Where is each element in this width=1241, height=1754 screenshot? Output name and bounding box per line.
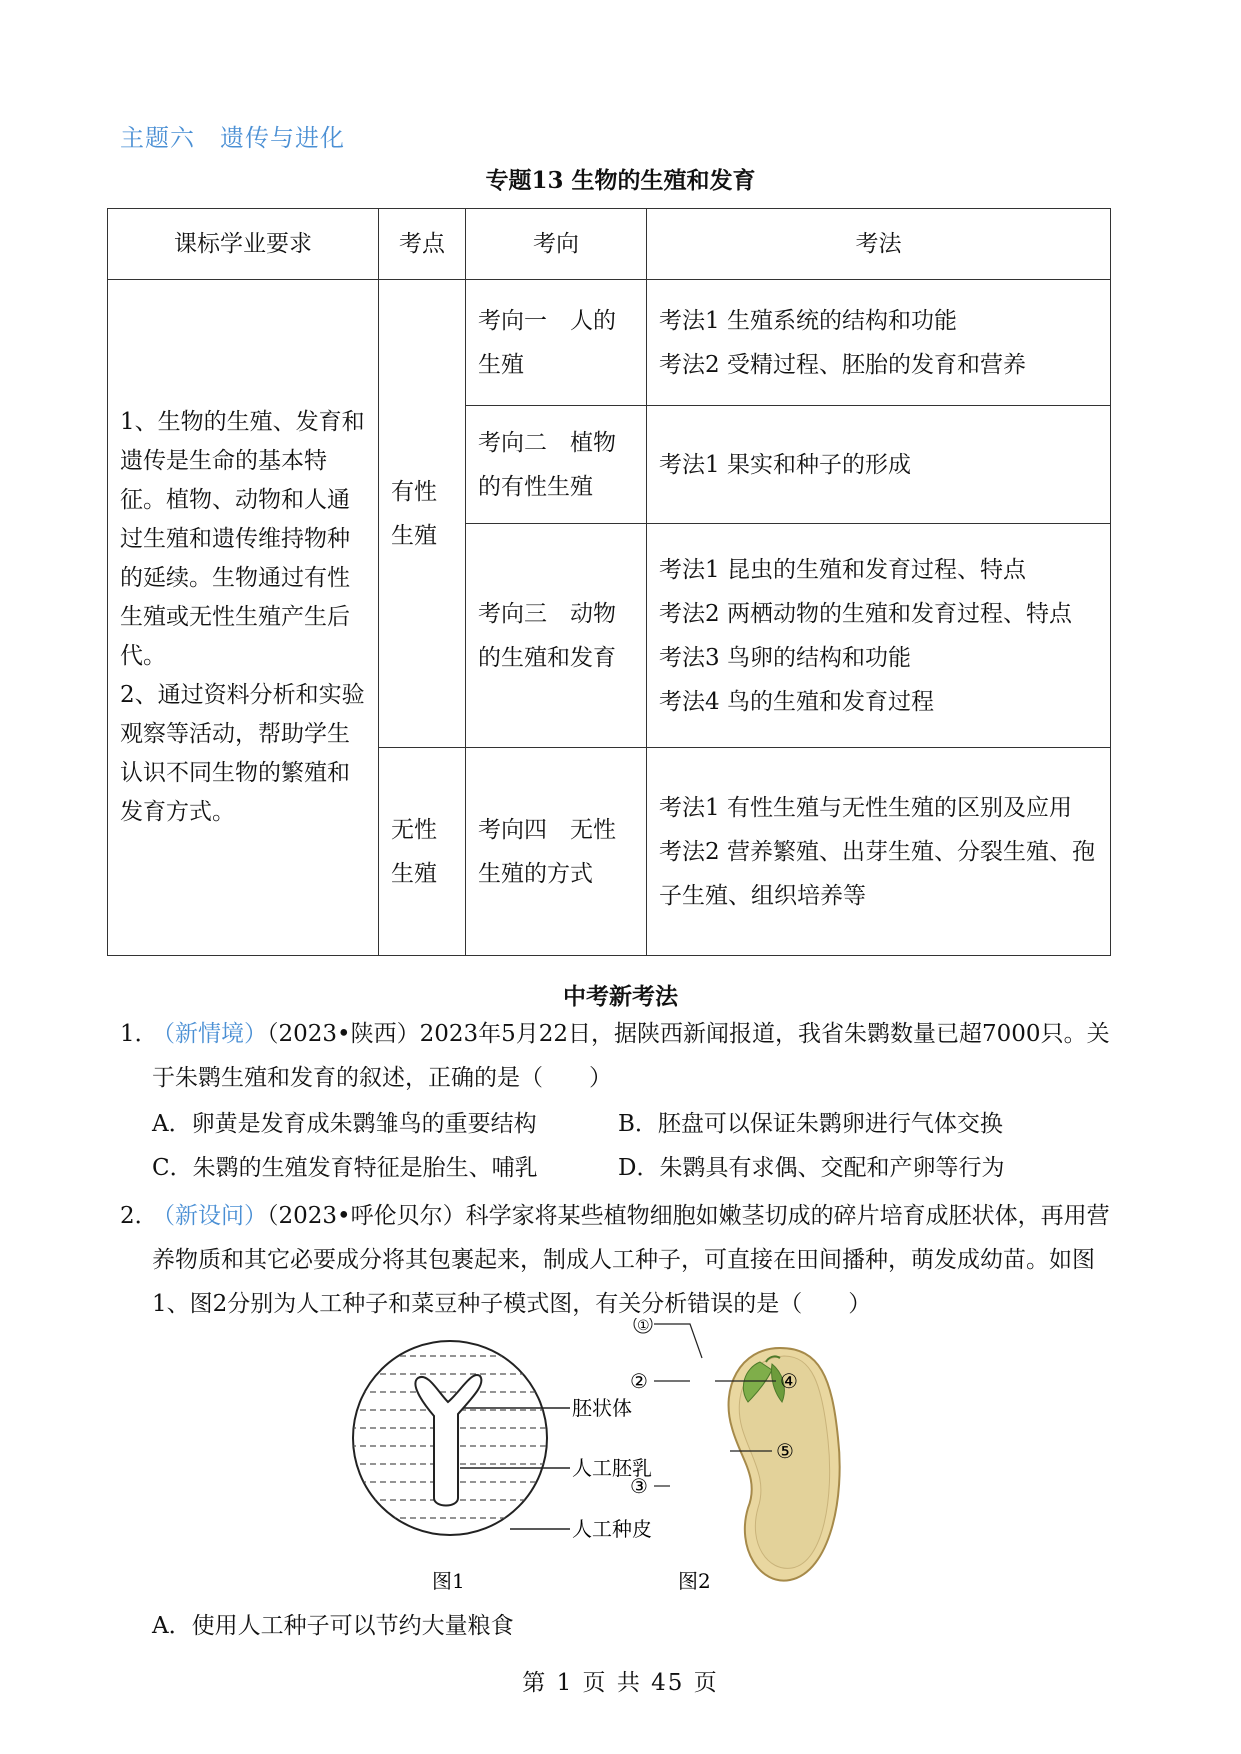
question-text bbox=[152, 1194, 1130, 1326]
method-item: 考法2 受精过程、胚胎的发育和营养 bbox=[659, 351, 1026, 378]
figure-2 bbox=[630, 1318, 840, 1593]
point-cell: 无性生殖 bbox=[379, 748, 466, 956]
figure-1 bbox=[340, 1341, 652, 1593]
methods-cell bbox=[647, 748, 1111, 956]
header-cell: 课标学业要求 bbox=[108, 209, 379, 280]
methods-cell bbox=[647, 406, 1111, 524]
option-a[interactable]: A．卵黄是发育成朱鹮雏鸟的重要结构 bbox=[152, 1111, 537, 1137]
direction-cell: 考向三 动物的生殖和发育 bbox=[466, 524, 647, 748]
method-item: 考法3 鸟卵的结构和功能 bbox=[659, 644, 911, 671]
direction-cell: 考向一 人的生殖 bbox=[466, 280, 647, 406]
question-2 bbox=[120, 1194, 1130, 1326]
header-cell: 考点 bbox=[379, 209, 466, 280]
question-number: 2． bbox=[120, 1203, 158, 1229]
section-title: 中考新考法 bbox=[563, 983, 678, 1010]
methods-cell bbox=[647, 280, 1111, 406]
methods-cell bbox=[647, 524, 1111, 748]
header-cell: 考向 bbox=[466, 209, 647, 280]
question-tag: （新情境） bbox=[152, 1021, 267, 1047]
question-1 bbox=[120, 1012, 1130, 1100]
seed-figures bbox=[340, 1318, 900, 1608]
question-body: （2023•呼伦贝尔）科学家将某些植物细胞如嫩茎切成的碎片培育成胚状体，再用营养物质和其它必要成分将其包裹起来，制成人工种子，可直接在田间播种，萌发成幼苗。如图1、图2分别为人工种子和菜豆种子模式图，有关分析错误的是（ ） bbox=[152, 1203, 1110, 1317]
method-item: 考法1 生殖系统的结构和功能 bbox=[659, 307, 957, 334]
header-cell: 考法 bbox=[647, 209, 1111, 280]
question-body: （2023•陕西）2023年5月22日，据陕西新闻报道，我省朱鹮数量已超7000只。关于朱鹮生殖和发育的叙述，正确的是（ ） bbox=[152, 1021, 1110, 1091]
requirement-cell: 1、生物的生殖、发育和遗传是生命的基本特征。植物、动物和人通过生殖和遗传维持物种的延续。生物通过有性生殖或无性生殖产生后代。 2、通过资料分析和实验观察等活动，帮助学生认识不同生物的繁殖和发育方式。 bbox=[108, 280, 379, 956]
fig1-label: 人工胚乳 bbox=[572, 1456, 652, 1480]
theme-heading: 主题六 遗传与进化 bbox=[120, 124, 345, 152]
subject-title: 专题13 生物的生殖和发育 bbox=[485, 167, 756, 194]
figure-caption: 图1 bbox=[432, 1569, 465, 1593]
fig2-label: ③ bbox=[630, 1474, 648, 1498]
question-number: 1． bbox=[120, 1021, 158, 1047]
fig2-label: ② bbox=[630, 1369, 648, 1393]
method-item: 考法4 鸟的生殖和发育过程 bbox=[659, 688, 934, 715]
question-tag: （新设问） bbox=[152, 1203, 267, 1229]
option-a[interactable]: A．使用人工种子可以节约大量粮食 bbox=[152, 1613, 514, 1639]
method-item: 考法1 果实和种子的形成 bbox=[659, 451, 911, 478]
requirements-table bbox=[107, 208, 1111, 956]
option-d[interactable]: D．朱鹮具有求偶、交配和产卵等行为 bbox=[618, 1155, 1005, 1181]
page-footer: 第 1 页 共 45 页 bbox=[522, 1670, 719, 1696]
method-item: 考法1 有性生殖与无性生殖的区别及应用 bbox=[659, 794, 1072, 821]
fig2-label: ⑤ bbox=[776, 1439, 794, 1463]
method-item: 考法2 两栖动物的生殖和发育过程、特点 bbox=[659, 600, 1072, 627]
method-item: 考法2 营养繁殖、出芽生殖、分裂生殖、孢子生殖、组织培养等 bbox=[659, 838, 1095, 909]
fig2-label: ① bbox=[637, 1318, 650, 1334]
figure-caption: 图2 bbox=[678, 1569, 711, 1593]
direction-cell: 考向四 无性生殖的方式 bbox=[466, 748, 647, 956]
option-c[interactable]: C．朱鹮的生殖发育特征是胎生、哺乳 bbox=[152, 1155, 538, 1181]
fig1-label: 人工种皮 bbox=[572, 1517, 652, 1541]
fig2-label: ④ bbox=[780, 1369, 798, 1393]
fig1-label: 胚状体 bbox=[572, 1396, 632, 1420]
question-text bbox=[152, 1012, 1130, 1100]
option-b[interactable]: B．胚盘可以保证朱鹮卵进行气体交换 bbox=[618, 1111, 1003, 1137]
point-cell: 有性生殖 bbox=[379, 280, 466, 748]
method-item: 考法1 昆虫的生殖和发育过程、特点 bbox=[659, 556, 1026, 583]
direction-cell: 考向二 植物的有性生殖 bbox=[466, 406, 647, 524]
table-header-row bbox=[108, 209, 1111, 280]
table-row bbox=[108, 280, 1111, 406]
